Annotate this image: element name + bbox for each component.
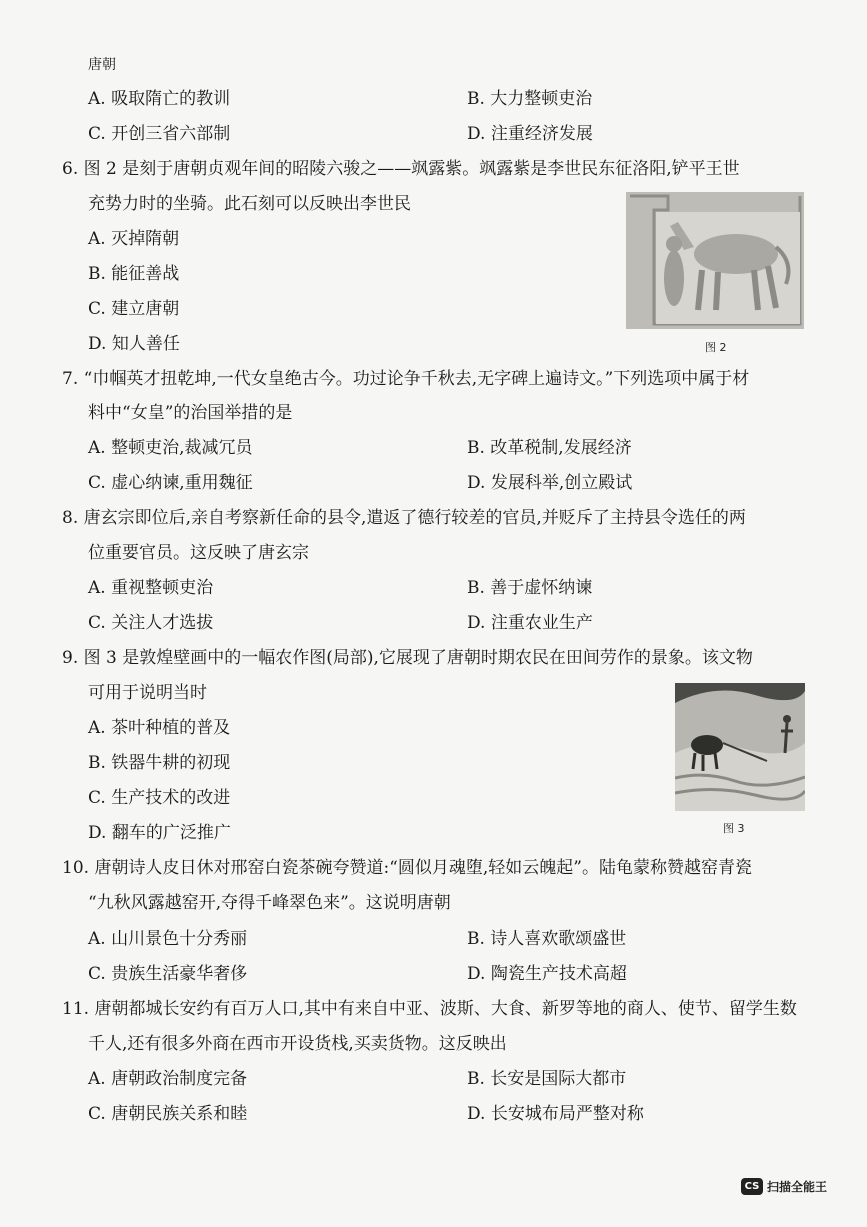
figure-2-caption: 图 2	[705, 341, 727, 354]
q8-option-c: C. 关注人才选拔	[88, 613, 214, 633]
q7-stem-line1: 7. “巾帼英才扭乾坤,一代女皇绝古今。功过论争千秋去,无字碑上遍诗文。”下列选项中属于材	[62, 369, 750, 389]
q9-option-d: D. 翻车的广泛推广	[88, 823, 231, 843]
q6-option-a: A. 灭掉隋朝	[88, 229, 180, 249]
q8-stem-line2: 位重要官员。这反映了唐玄宗	[88, 543, 309, 563]
q8-stem-line1: 8. 唐玄宗即位后,亲自考察新任命的县令,遣返了德行较差的官员,并贬斥了主持县令选任的两	[62, 508, 746, 528]
scanner-watermark-label: 扫描全能王	[767, 1179, 828, 1194]
figure-3-mural-image	[675, 683, 805, 811]
q10-option-d: D. 陶瓷生产技术高超	[467, 964, 627, 984]
q9-option-c: C. 生产技术的改进	[88, 788, 231, 808]
figure-2-stone-relief-image	[626, 192, 804, 329]
q9-option-a: A. 茶叶种植的普及	[88, 718, 231, 738]
q7-option-d: D. 发展科举,创立殿试	[467, 473, 633, 493]
q11-stem-line2: 千人,还有很多外商在西市开设货栈,买卖货物。这反映出	[88, 1034, 507, 1054]
scanner-watermark-badge	[741, 1175, 861, 1197]
q10-option-c: C. 贵族生活豪华奢侈	[88, 964, 248, 984]
q7-option-a: A. 整顿吏治,裁减冗员	[88, 438, 253, 458]
q7-stem-line2: 料中“女皇”的治国举措的是	[88, 403, 293, 423]
q10-option-b: B. 诗人喜欢歌颂盛世	[467, 929, 627, 949]
q11-option-a: A. 唐朝政治制度完备	[88, 1069, 248, 1089]
q8-option-a: A. 重视整顿吏治	[88, 578, 214, 598]
horse-relief-graphic	[626, 192, 804, 329]
q9-option-b: B. 铁器牛耕的初现	[88, 753, 231, 773]
q9-stem-line2: 可用于说明当时	[88, 683, 207, 703]
q10-option-a: A. 山川景色十分秀丽	[88, 929, 248, 949]
q6-stem-line1: 6. 图 2 是刻于唐朝贞观年间的昭陵六骏之——飒露紫。飒露紫是李世民东征洛阳,铲平王世	[62, 159, 740, 179]
figure-3-caption: 图 3	[723, 822, 745, 835]
q5-option-c: C. 开创三省六部制	[88, 124, 231, 144]
q5-option-a: A. 吸取隋亡的教训	[88, 89, 231, 109]
q11-option-d: D. 长安城布局严整对称	[467, 1104, 644, 1124]
q8-option-b: B. 善于虚怀纳谏	[467, 578, 593, 598]
q8-option-d: D. 注重农业生产	[467, 613, 593, 633]
q5-option-b: B. 大力整顿吏治	[467, 89, 593, 109]
q7-option-c: C. 虚心纳谏,重用魏征	[88, 473, 253, 493]
q10-stem-line1: 10. 唐朝诗人皮日休对邢窑白瓷茶碗夸赞道:“圆似月魂堕,轻如云魄起”。陆龟蒙称赞越窑青瓷	[62, 858, 752, 878]
top-fragment-text: 唐朝	[88, 57, 116, 73]
q5-option-d: D. 注重经济发展	[467, 124, 593, 144]
q7-option-b: B. 改革税制,发展经济	[467, 438, 632, 458]
q11-option-c: C. 唐朝民族关系和睦	[88, 1104, 248, 1124]
q10-stem-line2: “九秋风露越窑开,夺得千峰翠色来”。这说明唐朝	[88, 893, 451, 913]
q6-option-c: C. 建立唐朝	[88, 299, 180, 319]
q11-stem-line1: 11. 唐朝都城长安约有百万人口,其中有来自中亚、波斯、大食、新罗等地的商人、使节、留学生数	[62, 999, 797, 1019]
q6-option-b: B. 能征善战	[88, 264, 180, 284]
camscanner-logo-icon: CS	[741, 1178, 763, 1195]
q11-option-b: B. 长安是国际大都市	[467, 1069, 627, 1089]
q9-stem-line1: 9. 图 3 是敦煌壁画中的一幅农作图(局部),它展现了唐朝时期农民在田间劳作的景象。该文物	[62, 648, 753, 668]
q6-option-d: D. 知人善任	[88, 334, 180, 354]
farming-mural-graphic	[675, 683, 805, 811]
q6-stem-line2: 充势力时的坐骑。此石刻可以反映出李世民	[88, 194, 411, 214]
